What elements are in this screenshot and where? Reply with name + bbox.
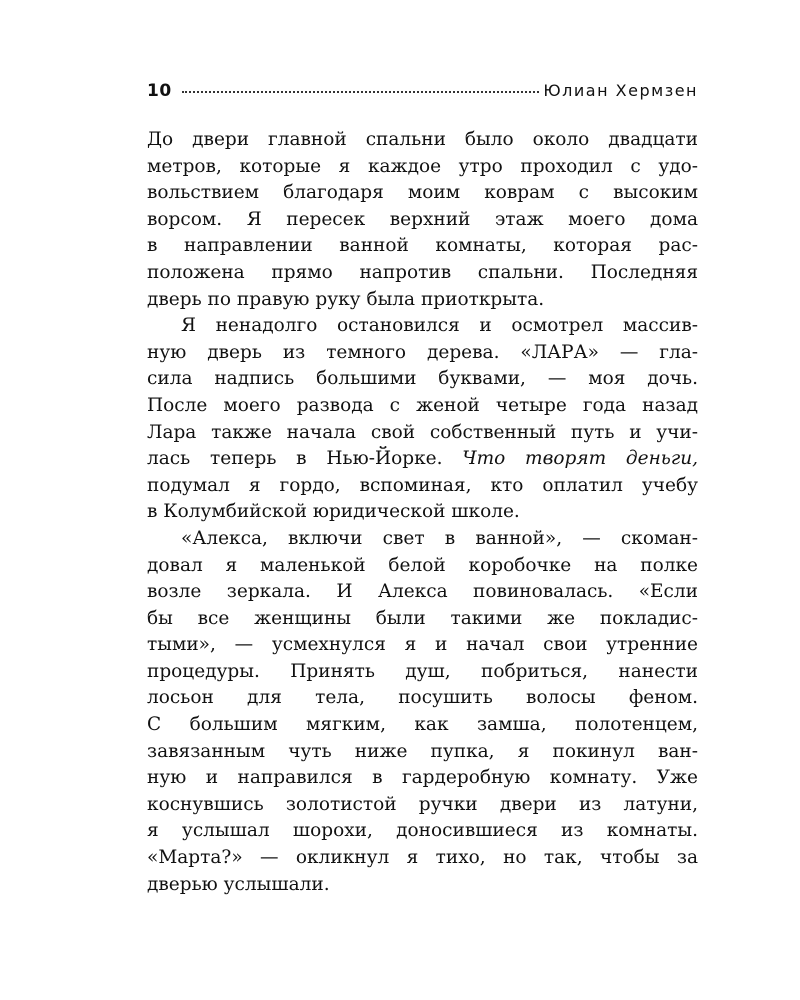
- page-number: 10: [147, 81, 172, 101]
- text-line: ную дверь из темного дерева. «ЛАРА» — гла-: [147, 341, 698, 363]
- text-line: ную и направился в гардеробную комнату. Уже: [147, 767, 698, 789]
- author-name: Юлиан Хермзен: [543, 81, 698, 100]
- text-line: дверь по правую руку была приоткрыта.: [147, 288, 545, 310]
- text-line: в Колумбийской юридической школе.: [147, 501, 520, 523]
- text-line: До двери главной спальни было около двадцати: [147, 129, 698, 150]
- body-text: [147, 127, 698, 898]
- text-line: «Марта?» — окликнул я тихо, но так, чтобы за: [147, 847, 698, 869]
- text-line: подумал я гордо, вспоминая, кто оплатил учебу: [147, 474, 698, 496]
- paragraph: [147, 313, 698, 526]
- text-line: «Алекса, включи свет в ванной», — скоман-: [181, 527, 698, 549]
- italic-phrase: Что творят деньги,: [462, 448, 698, 470]
- text-line: процедуры. Принять душ, побриться, нанести: [147, 660, 698, 682]
- text-line: коснувшись золотистой ручки двери из латуни,: [147, 793, 698, 815]
- paragraph: [147, 526, 698, 898]
- text-line: в направлении ванной комнаты, которая рас-: [147, 235, 698, 257]
- text-line: лосьон для тела, посушить волосы феном.: [147, 687, 698, 709]
- text-line: тыми», — усмехнулся я и начал свои утренние: [147, 634, 698, 656]
- text-line: возле зеркала. И Алекса повиновалась. «Если: [147, 581, 698, 603]
- text-line: Лара также начала свой собственный путь и учи-: [147, 421, 698, 443]
- text-line: я услышал шорохи, доносившиеся из комнаты.: [147, 820, 698, 842]
- text-line-with-italic: [147, 446, 698, 473]
- text-line: бы все женщины были такими же покладис-: [147, 607, 698, 629]
- text-line: сила надпись большими буквами, — моя дочь.: [147, 368, 698, 390]
- text-line: После моего развода с женой четыре года назад: [147, 394, 698, 416]
- running-head: [147, 81, 698, 107]
- text-line: довал я маленькой белой коробочке на полке: [147, 554, 698, 576]
- text-line: положена прямо напротив спальни. Последняя: [147, 261, 698, 283]
- text-line: ворсом. Я пересек верхний этаж моего дома: [147, 208, 698, 230]
- text-line: дверью услышали.: [147, 873, 330, 895]
- text-run: лась теперь в Нью-Йорке.: [147, 448, 463, 470]
- paragraph: [147, 127, 698, 313]
- dot-leader: [182, 91, 540, 93]
- text-line: С большим мягким, как замша, полотенцем,: [147, 714, 698, 736]
- text-line: завязанным чуть ниже пупка, я покинул ван-: [147, 740, 698, 762]
- text-line: метров, которые я каждое утро проходил с удо-: [147, 155, 698, 177]
- text-line: Я ненадолго остановился и осмотрел массив-: [181, 315, 698, 337]
- text-line: вольствием благодаря моим коврам с высоким: [147, 182, 698, 204]
